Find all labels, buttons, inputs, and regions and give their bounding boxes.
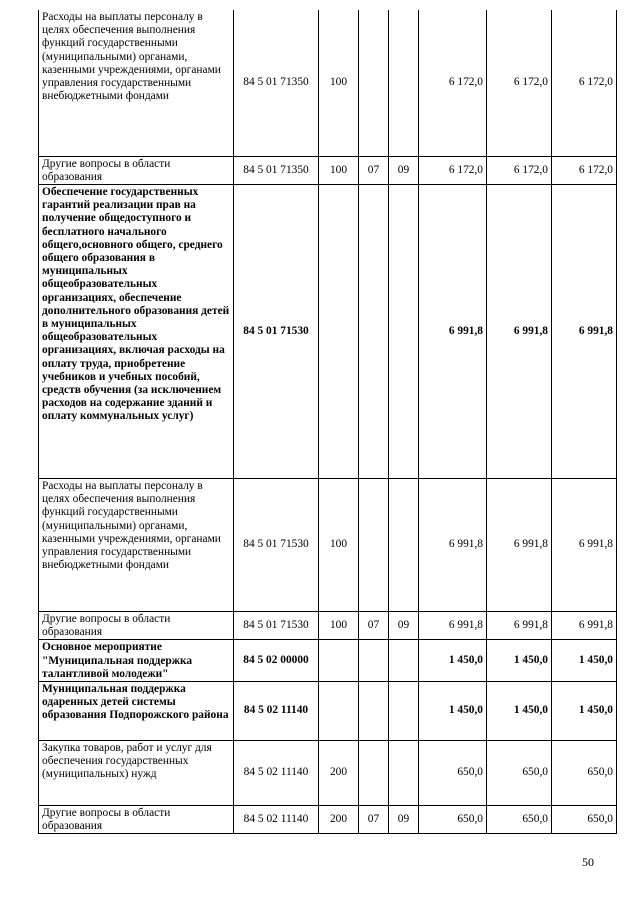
amount-year-3: 6 991,8 — [552, 184, 617, 478]
section — [359, 740, 389, 805]
amount-year-3: 6 172,0 — [552, 10, 617, 156]
amount-year-1: 1 450,0 — [419, 681, 487, 740]
target-code: 84 5 02 00000 — [234, 640, 319, 682]
amount-year-2: 650,0 — [487, 805, 552, 833]
amount-year-2: 6 991,8 — [487, 478, 552, 611]
expense-type — [319, 681, 359, 740]
table-row — [39, 156, 617, 184]
row-name: Другие вопросы в области образования — [39, 156, 234, 184]
target-code: 84 5 02 11140 — [234, 805, 319, 833]
section — [359, 10, 389, 156]
row-name: Расходы на выплаты персоналу в целях обеспечения выполнения функций государственными (муниципальными) органами, казенными учреждениями, органами управления государственными внебюджетными фондами — [39, 478, 234, 611]
section — [359, 640, 389, 682]
subsection — [389, 478, 419, 611]
row-name: Другие вопросы в области образования — [39, 611, 234, 639]
amount-year-3: 1 450,0 — [552, 681, 617, 740]
target-code: 84 5 01 71350 — [234, 10, 319, 156]
amount-year-2: 650,0 — [487, 740, 552, 805]
expense-type: 100 — [319, 156, 359, 184]
expense-type — [319, 184, 359, 478]
amount-year-1: 650,0 — [419, 740, 487, 805]
row-name: Другие вопросы в области образования — [39, 805, 234, 833]
subsection — [389, 184, 419, 478]
section: 07 — [359, 156, 389, 184]
amount-year-3: 6 172,0 — [552, 156, 617, 184]
section: 07 — [359, 805, 389, 833]
amount-year-1: 6 172,0 — [419, 10, 487, 156]
amount-year-2: 6 172,0 — [487, 156, 552, 184]
amount-year-3: 1 450,0 — [552, 640, 617, 682]
section — [359, 681, 389, 740]
amount-year-3: 650,0 — [552, 740, 617, 805]
table-row — [39, 805, 617, 833]
row-name: Закупка товаров, работ и услуг для обеспечения государственных (муниципальных) нужд — [39, 740, 234, 805]
amount-year-3: 650,0 — [552, 805, 617, 833]
row-name: Расходы на выплаты персоналу в целях обеспечения выполнения функций государственными (муниципальными) органами, казенными учреждениями, органами управления государственными внебюджетными фондами — [39, 10, 234, 156]
table-body — [39, 10, 617, 834]
table-row — [39, 478, 617, 611]
amount-year-3: 6 991,8 — [552, 611, 617, 639]
amount-year-1: 6 172,0 — [419, 156, 487, 184]
subsection: 09 — [389, 611, 419, 639]
amount-year-2: 6 991,8 — [487, 184, 552, 478]
row-name: Муниципальная поддержка одаренных детей системы образования Подпорожского района — [39, 681, 234, 740]
amount-year-3: 6 991,8 — [552, 478, 617, 611]
expense-type: 100 — [319, 478, 359, 611]
amount-year-1: 6 991,8 — [419, 611, 487, 639]
subsection — [389, 640, 419, 682]
amount-year-2: 1 450,0 — [487, 681, 552, 740]
expense-type: 200 — [319, 740, 359, 805]
row-name: Обеспечение государственных гарантий реализации прав на получение общедоступного и бесплатного начального общего,основного общего, среднего общего образования в муниципальных общеобразовательных организациях, обеспечение дополнительного образования детей в муниципальных общеобразовательных организациях, включая расходы на оплату труда, приобретение учебников и учебных пособий, средств обучения (за исключением расходов на содержание зданий и оплату коммунальных услуг) — [39, 184, 234, 478]
target-code: 84 5 02 11140 — [234, 681, 319, 740]
expense-type: 100 — [319, 10, 359, 156]
budget-table — [38, 10, 617, 834]
target-code: 84 5 01 71350 — [234, 156, 319, 184]
table-row — [39, 740, 617, 805]
amount-year-2: 1 450,0 — [487, 640, 552, 682]
amount-year-1: 6 991,8 — [419, 184, 487, 478]
subsection: 09 — [389, 156, 419, 184]
table-row — [39, 640, 617, 682]
target-code: 84 5 01 71530 — [234, 611, 319, 639]
section: 07 — [359, 611, 389, 639]
amount-year-1: 650,0 — [419, 805, 487, 833]
page-number: 50 — [582, 855, 594, 869]
amount-year-2: 6 991,8 — [487, 611, 552, 639]
amount-year-2: 6 172,0 — [487, 10, 552, 156]
subsection — [389, 740, 419, 805]
target-code: 84 5 02 11140 — [234, 740, 319, 805]
table-row — [39, 10, 617, 156]
row-name: Основное мероприятие "Муниципальная поддержка талантливой молодежи" — [39, 640, 234, 682]
amount-year-1: 6 991,8 — [419, 478, 487, 611]
subsection — [389, 10, 419, 156]
section — [359, 184, 389, 478]
subsection — [389, 681, 419, 740]
subsection: 09 — [389, 805, 419, 833]
expense-type — [319, 640, 359, 682]
target-code: 84 5 01 71530 — [234, 184, 319, 478]
target-code: 84 5 01 71530 — [234, 478, 319, 611]
table-row — [39, 611, 617, 639]
amount-year-1: 1 450,0 — [419, 640, 487, 682]
table-row — [39, 681, 617, 740]
section — [359, 478, 389, 611]
expense-type: 100 — [319, 611, 359, 639]
table-row — [39, 184, 617, 478]
expense-type: 200 — [319, 805, 359, 833]
